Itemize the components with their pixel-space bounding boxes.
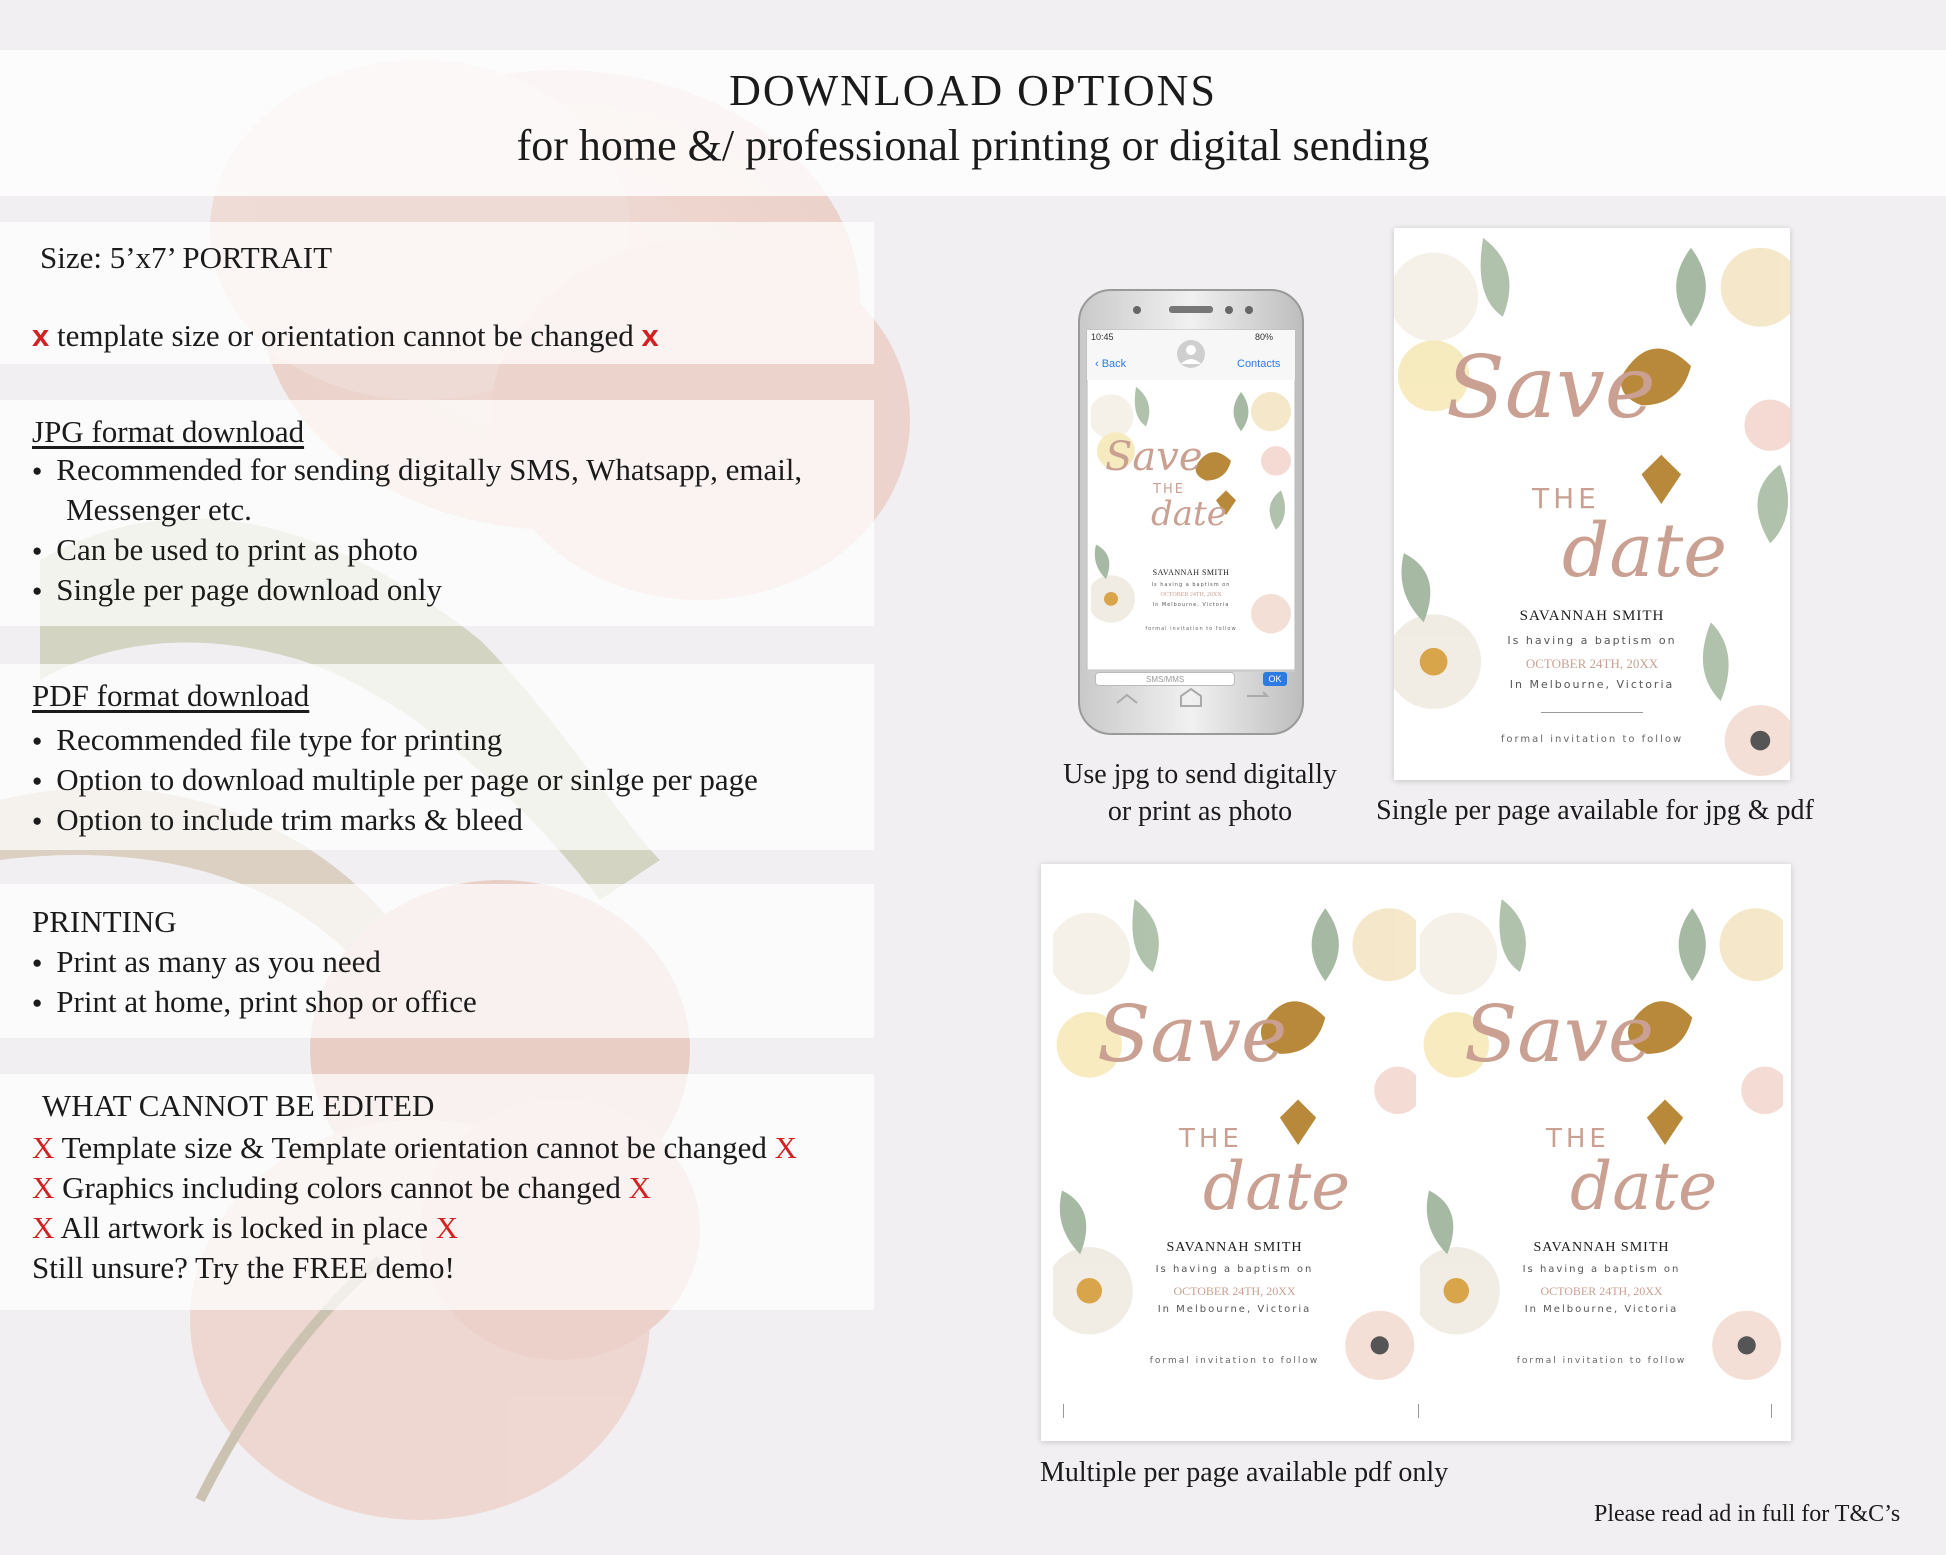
single-invite-card xyxy=(1394,228,1790,780)
restriction-item xyxy=(32,1168,651,1208)
invite-name: SAVANNAH SMITH xyxy=(1519,608,1665,624)
invite-footer: formal invitation to follow xyxy=(1145,626,1237,632)
x-mark-icon: X xyxy=(435,1210,459,1245)
list-item-continuation: Messenger etc. xyxy=(66,492,252,527)
invite-date: OCTOBER 24TH, 20XX xyxy=(1525,656,1659,671)
invite-script-save: Save xyxy=(1464,990,1655,1080)
pdf-panel xyxy=(0,664,874,850)
invite-the: THE xyxy=(1532,482,1600,515)
cannot-edit-heading: WHAT CANNOT BE EDITED xyxy=(42,1088,435,1123)
x-mark-icon: X xyxy=(774,1130,797,1165)
restriction-item xyxy=(32,1208,458,1248)
invite-date: OCTOBER 24TH, 20XX xyxy=(1173,1284,1296,1298)
list-item: ● Can be used to print as photo xyxy=(32,530,418,571)
invite-date: OCTOBER 24TH, 20XX xyxy=(1160,592,1222,598)
cannot-edit-panel xyxy=(0,1074,874,1310)
size-note-line xyxy=(32,316,659,356)
restriction-text: Template size & Template orientation cannot be changed xyxy=(61,1130,767,1165)
list-item: ● Recommended file type for printing xyxy=(32,720,502,761)
invite-name: SAVANNAH SMITH xyxy=(1533,1240,1670,1255)
x-mark-icon: X xyxy=(628,1170,651,1205)
list-item: ● Print as many as you need xyxy=(32,942,381,983)
list-item: ● Print at home, print shop or office xyxy=(32,982,477,1023)
invite-the: THE xyxy=(1546,1124,1610,1154)
restriction-item xyxy=(32,1128,797,1168)
sms-ok-button[interactable]: OK xyxy=(1263,672,1287,686)
sms-input[interactable]: SMS/MMS xyxy=(1095,672,1235,686)
size-title: Size: 5’x7’ PORTRAIT xyxy=(40,240,333,275)
x-mark-icon: x xyxy=(641,318,659,353)
invite-line1: Is having a baptism on xyxy=(1507,634,1677,647)
list-item: ● Option to download multiple per page or sinlge per page xyxy=(32,760,758,801)
x-mark-icon: X xyxy=(32,1210,55,1245)
jpg-panel xyxy=(0,400,874,626)
header-banner xyxy=(0,50,1946,196)
invite-footer: formal invitation to follow xyxy=(1516,1356,1687,1366)
invite-the: THE xyxy=(1179,1124,1243,1154)
invite-name: SAVANNAH SMITH xyxy=(1166,1240,1303,1255)
invite-line1: Is having a baptism on xyxy=(1151,582,1231,588)
size-note: template size or orientation cannot be changed xyxy=(57,318,634,353)
phone-battery: 80% xyxy=(1255,332,1274,342)
invite-script-date: date xyxy=(1203,1148,1351,1225)
invite-script-date: date xyxy=(1570,1148,1718,1225)
invite-script-save: Save xyxy=(1097,990,1288,1080)
size-panel xyxy=(0,222,874,364)
multiple-caption: Multiple per page available pdf only xyxy=(1040,1457,1449,1488)
list-item: ● Option to include trim marks & bleed xyxy=(32,800,523,841)
x-mark-icon: X xyxy=(32,1130,55,1165)
phone-mockup xyxy=(1077,288,1305,736)
invite-footer: formal invitation to follow xyxy=(1500,734,1684,745)
printing-panel xyxy=(0,884,874,1038)
invite-line1: Is having a baptism on xyxy=(1522,1264,1681,1275)
phone-time: 10:45 xyxy=(1091,332,1114,342)
sheet-invite-card-right xyxy=(1420,890,1783,1400)
restriction-text: All artwork is locked in place xyxy=(60,1210,429,1245)
phone-back-button[interactable]: ‹ Back xyxy=(1095,358,1127,370)
x-mark-icon: x xyxy=(32,318,50,353)
invite-footer: formal invitation to follow xyxy=(1149,1356,1320,1366)
invite-date: OCTOBER 24TH, 20XX xyxy=(1540,1284,1663,1298)
multi-page-sheet xyxy=(1041,864,1791,1441)
header-title: DOWNLOAD OPTIONS xyxy=(729,66,1217,115)
invite-the: THE xyxy=(1153,482,1185,497)
terms-note: Please read ad in full for T&C’s xyxy=(1594,1501,1901,1527)
jpg-heading: JPG format download xyxy=(32,414,305,449)
invite-script-save: Save xyxy=(1446,338,1656,438)
invite-divider xyxy=(1541,712,1643,713)
invite-name: SAVANNAH SMITH xyxy=(1152,568,1230,577)
demo-line: Still unsure? Try the FREE demo! xyxy=(32,1250,455,1285)
invite-place: In Melbourne, Victoria xyxy=(1157,1304,1312,1315)
phone-contacts-button[interactable]: Contacts xyxy=(1237,358,1281,370)
pdf-heading: PDF format download xyxy=(32,678,310,713)
invite-script-save: Save xyxy=(1105,434,1203,480)
phone-invite-card xyxy=(1091,382,1291,658)
invite-place: In Melbourne, Victoria xyxy=(1509,678,1675,691)
invite-line1: Is having a baptism on xyxy=(1155,1264,1314,1275)
phone-caption-line: or print as photo xyxy=(1107,796,1293,827)
invite-script-date: date xyxy=(1151,494,1227,534)
single-caption: Single per page available for jpg & pdf xyxy=(1376,795,1814,826)
printing-heading: PRINTING xyxy=(32,904,177,939)
invite-script-date: date xyxy=(1562,508,1728,594)
trim-mark xyxy=(1771,1404,1772,1418)
invite-place: In Melbourne, Victoria xyxy=(1152,602,1230,608)
x-mark-icon: X xyxy=(32,1170,55,1205)
sheet-invite-card-left xyxy=(1053,890,1416,1400)
invite-place: In Melbourne, Victoria xyxy=(1524,1304,1679,1315)
trim-mark xyxy=(1063,1404,1064,1418)
list-item: ● Recommended for sending digitally SMS, Whatsapp, email, xyxy=(32,450,802,491)
list-item: ● Single per page download only xyxy=(32,570,442,611)
phone-caption xyxy=(1040,756,1360,830)
phone-caption-line: Use jpg to send digitally xyxy=(1063,759,1337,790)
trim-mark xyxy=(1418,1404,1419,1418)
header-subtitle: for home &/ professional printing or digital sending xyxy=(516,121,1430,170)
restriction-text: Graphics including colors cannot be changed xyxy=(62,1170,621,1205)
